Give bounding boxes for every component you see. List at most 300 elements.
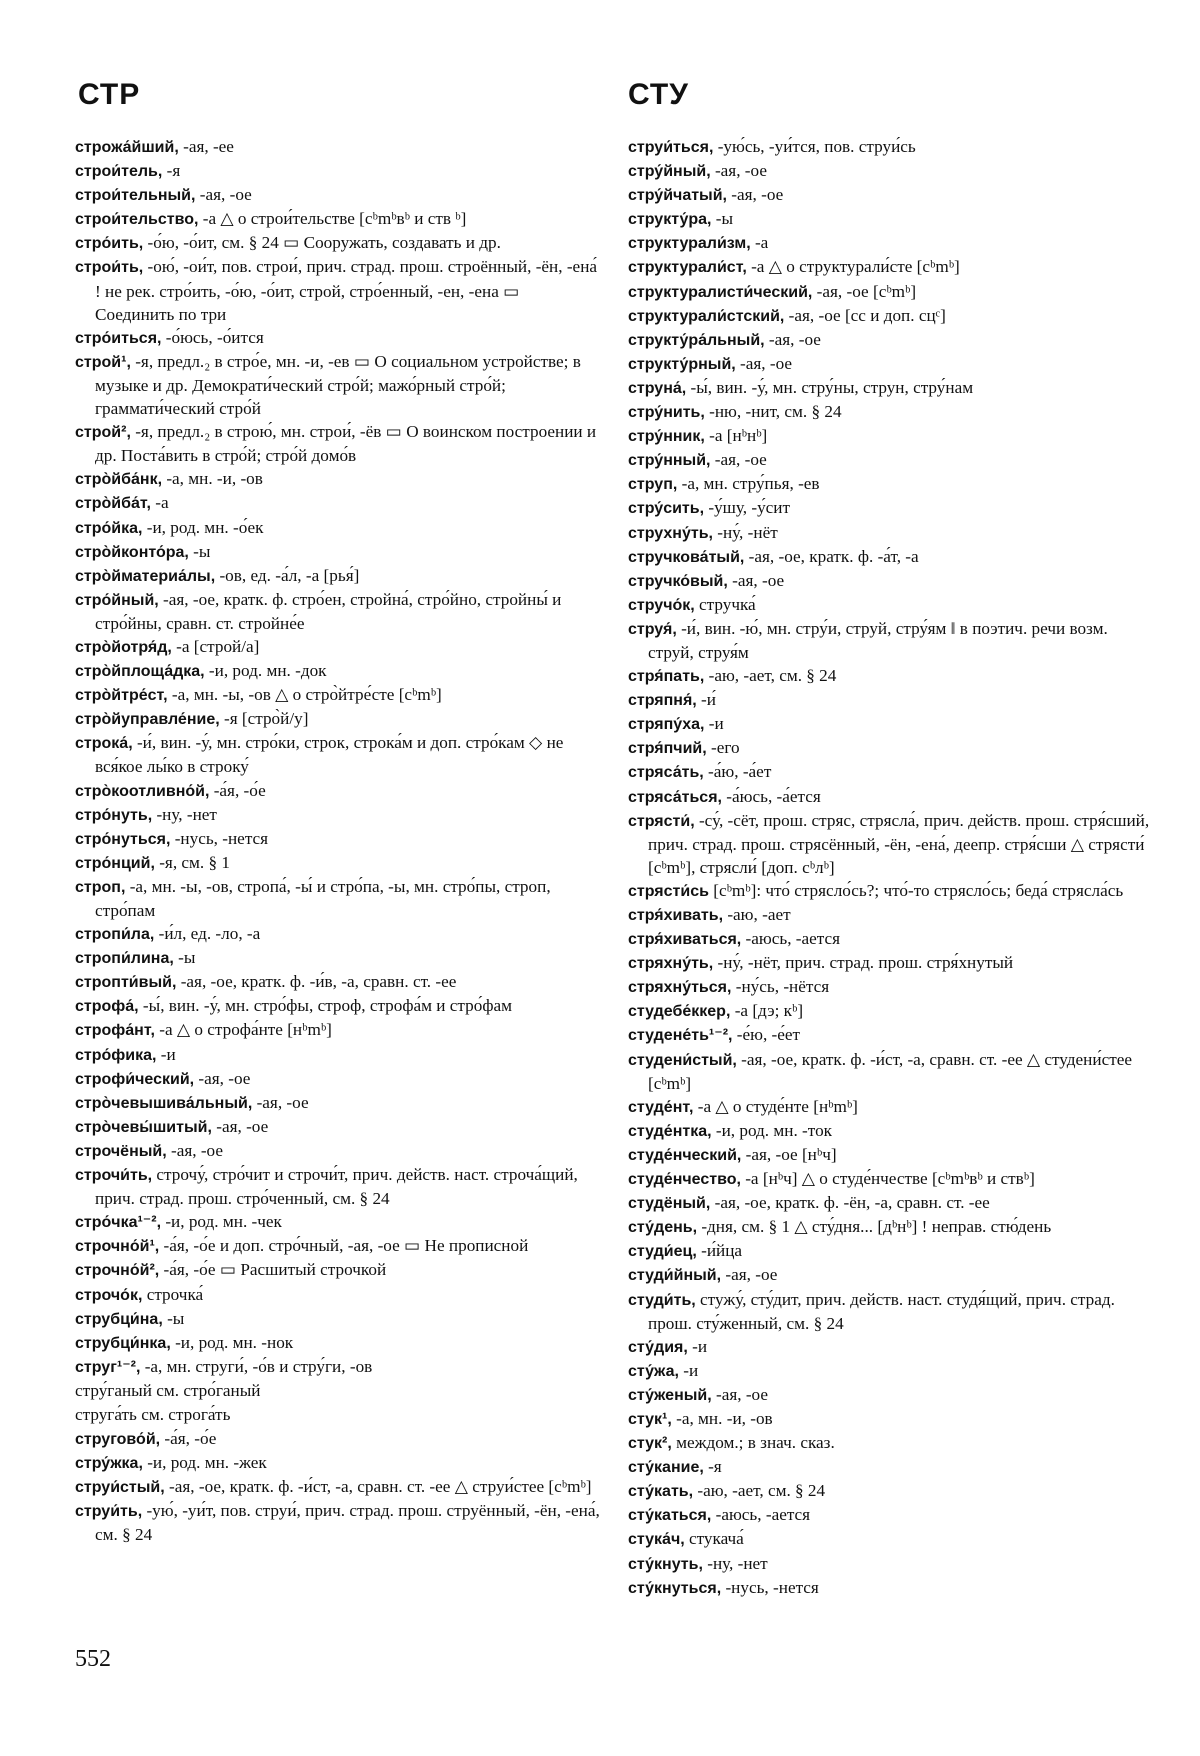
entry-headword: строчёный, [75,1142,167,1160]
entry-definition: -а [150,493,169,513]
entry-headword: строчно́й², [75,1262,160,1280]
entry-definition: -ая, -ое [211,1116,269,1136]
entry-definition: -и, род. мн. -жек [142,1453,267,1473]
dictionary-entry [628,1119,1153,1143]
dictionary-entry [75,1234,600,1258]
dictionary-entry [75,1427,600,1451]
entry-definition: -ы [188,541,211,561]
dictionary-entry [628,424,1153,448]
dictionary-entry [628,1095,1153,1119]
entry-definition: -ую́, -уи́т, пов. струи́, прич. страд. прош. струённый, -ён, -ена́, см. § 24 [95,1501,600,1545]
dictionary-entry [628,975,1153,999]
entry-headword: строй¹, [75,353,131,371]
entry-definition: -ая, -ое [721,1265,778,1285]
dictionary-entry [628,135,1153,159]
entry-headword: стро̀йконто́ра, [75,543,189,561]
entry-headword: стро̀чевышива́льный, [75,1094,253,1112]
entry-headword: строфа́, [75,998,139,1016]
dictionary-entry [628,593,1153,617]
entry-headword: структу́ра, [628,211,712,229]
entry-definition: -ая, -ое, кратк. ф. стро́ен, стройна́, стро́йно, стройны́ и стро́йны, сравн. ст. стройне́е [95,589,562,633]
entry-headword: стряпня́, [628,692,697,710]
entry-headword: структу́ра́льный, [628,331,765,349]
entry-headword: студи́ть, [628,1291,696,1309]
dictionary-entry [628,1503,1153,1527]
right-column-header: СТУ [628,78,689,111]
entry-definition: -и [156,1044,176,1064]
entry-headword: студе́нтка, [628,1122,712,1140]
entry-definition: -ну́, -нёт, прич. страд. прош. стря́хнутый [713,953,1014,973]
entry-headword: структурали́ст, [628,259,747,277]
entry-headword: строи́тельный, [75,187,196,205]
dictionary-entry [75,779,600,803]
entry-headword: струп, [628,476,678,494]
dictionary-entry [75,683,600,707]
entry-headword: стручкова́тый, [628,548,745,566]
entry-headword: стряпу́ха, [628,716,705,734]
entry-headword: студени́стый, [628,1051,737,1069]
entry-definition: -о́ю, -о́ит, см. § 24 ▭ Сооружать, создавать и др. [143,233,501,253]
entry-definition: -и́, вин. -у́, мн. стро́ки, строк, строка́м и доп. стро́кам ◇ не вся́кое лы́ко в строку́ [95,733,564,777]
entry-definition: -су́, -сёт, прош. стряс, стрясла́, прич. действ. прош. стря́сший, прич. страд. прош. стрясённый, -ён, -ена́, деепр. стря́сши △ стрясти́ [cᵇmᵇ], стрясли́ [доп. cᵇлᵇ] [648,810,1150,877]
entry-headword: стрясти́сь [628,882,709,900]
entry-definition: -ая, -ое [195,185,252,205]
entry-headword: стро̀йотря́д, [75,638,172,656]
entry-headword: стро̀йматериа́лы, [75,567,216,585]
entry-headword: струя́, [628,620,677,638]
entry-headword: стручо́к, [628,596,695,614]
entry-headword: стро̀йба́нк, [75,471,163,489]
entry-definition: -а́я, -о́е ▭ Расшитый строчкой [159,1260,387,1280]
dictionary-entry [628,569,1153,593]
entry-definition: -ню, -нит, см. § 24 [704,402,842,422]
entry-definition: -а [750,233,769,253]
dictionary-entry [628,545,1153,569]
entry-definition: -а́юсь, -а́ется [721,786,821,806]
entry-definition: -а́я, -о́е и доп. стро́чный, -ая, -ое ▭ Не прописной [159,1236,529,1256]
entry-headword: строжа́йший, [75,139,179,156]
entry-definition: -ая, -ое [710,450,767,470]
dictionary-entry [628,496,1153,520]
entry-definition: -ая, -ое [710,161,767,181]
entry-headword: стро́нуть, [75,806,153,824]
entry-headword: строчи́ть, [75,1167,153,1185]
entry-headword: строка́, [75,735,133,753]
entry-definition: -и [687,1336,708,1356]
entry-definition: -а, мн. -и, -ов [671,1408,773,1428]
entry-headword: строфи́ческий, [75,1070,195,1088]
entry-headword: строи́тель, [75,163,163,181]
entry-headword: стря́хивать, [628,907,724,924]
entry-headword: стро̀йтре́ст, [75,687,168,705]
entry-definition: -и́л, ед. -ло, -а [154,924,261,944]
entry-headword: стро́нуться, [75,830,171,848]
dictionary-entry [628,1143,1153,1167]
entry-headword: стук¹, [628,1410,672,1428]
entry-headword: стука́ч, [628,1531,685,1549]
dictionary-entry [628,183,1153,207]
dictionary-entry [628,448,1153,472]
entry-definition: -аю, -ает [723,905,791,924]
dictionary-entry [628,1335,1153,1359]
entry-headword: строп, [75,878,126,896]
entry-headword: сту́кнуть, [628,1555,703,1573]
dictionary-entry [75,207,600,231]
entry-headword: студёный, [628,1195,711,1213]
dictionary-entry [628,1552,1153,1576]
entry-definition: -ая, -ое, кратк. ф. -а́т, -а [744,546,919,566]
dictionary-entry [75,1355,600,1379]
entry-definition: -я, см. § 1 [154,852,231,872]
entry-headword: студебе́ккер, [628,1003,731,1021]
entry-definition: -ну́, -нёт [712,522,778,542]
dictionary-entry [75,159,600,183]
entry-headword: стря́пчий, [628,740,707,758]
entry-definition: -ая, -ое [727,185,784,205]
entry-definition: -ну́сь, -нётся [731,977,830,997]
entry-definition: -и, род. мн. -нок [170,1332,294,1352]
dictionary-entry [628,879,1153,903]
dictionary-entry [75,1067,600,1091]
dictionary-entry [628,1479,1153,1503]
entry-headword: стряхну́ться, [628,979,732,997]
dictionary-entry [628,521,1153,545]
entry-definition: -а, мн. стру́пья, -ев [677,474,820,494]
page-number: 552 [75,1646,111,1672]
entry-definition: -и [704,714,724,734]
entry-headword: строи́тельство, [75,211,199,229]
entry-headword: стро́ить, [75,235,144,253]
entry-definition: -и́йца [696,1241,743,1261]
entry-headword: стропи́ла, [75,926,155,944]
entry-definition: -ну, -нет [702,1553,768,1573]
entry-definition: -ою́, -ои́т, пов. строи́, прич. страд. прош. строённый, -ён, -ена́ ! не рек. стро́ить, -о́ю, -о́ит, строй, стро́енный, -ен, -ена ▭ Соединить по три [95,257,598,324]
entry-headword: сту́день, [628,1219,698,1237]
dictionary-entry [628,951,1153,975]
entry-headword: стряса́ть, [628,764,704,782]
entry-definition: -а́я, -о́е [209,780,266,800]
dictionary-entry [75,1403,600,1427]
dictionary-entry [75,1163,600,1210]
dictionary-entry [75,135,600,159]
entry-definition: -а △ о строи́тельстве [cᵇmᵇвᵇ и ств ᵇ] [198,209,467,229]
entry-definition: -аюсь, -ается [711,1505,811,1525]
entry-definition: стру́ганый см. стро́ганый [75,1380,261,1400]
entry-headword: строфа́нт, [75,1022,155,1040]
entry-definition: -нусь, -нется [721,1577,819,1597]
entry-headword: стропи́лина, [75,950,174,968]
dictionary-entry [75,1451,600,1475]
entry-headword: струи́стый, [75,1479,165,1497]
right-column [628,135,1153,1600]
entry-definition: -ы́, вин. -у́, мн. стру́ны, струн, стру́нам [686,377,974,397]
entry-headword: сту́жа, [628,1362,679,1380]
entry-definition: стукача́ [684,1529,744,1549]
entry-headword: стро̀йба́т, [75,495,151,513]
dictionary-entry [75,1091,600,1115]
entry-headword: стро̀йуправле́ние, [75,711,220,729]
dictionary-entry [628,999,1153,1023]
dictionary-entry [75,970,600,994]
entry-definition: -ая, -ое, кратк. ф. -и́ст, -а, сравн. ст. -ее △ студени́стее [cᵇmᵇ] [648,1049,1132,1093]
entry-definition: -его [706,738,740,758]
left-column [75,135,600,1547]
entry-headword: стро́йный, [75,591,159,609]
dictionary-entry [628,207,1153,231]
entry-definition: -е́ю, -е́ет [732,1025,801,1045]
dictionary-entry [75,350,600,420]
dictionary-entry [628,785,1153,809]
dictionary-entry [628,1431,1153,1455]
entry-headword: стря́пать, [628,668,705,686]
entry-headword: строй², [75,424,131,442]
dictionary-entry [75,1210,600,1234]
entry-headword: струхну́ть, [628,524,713,542]
entry-headword: стряса́ться, [628,788,722,806]
dictionary-entry [628,159,1153,183]
entry-definition: -ая, -ое [711,1384,768,1404]
entry-headword: стро́иться, [75,329,162,347]
entry-headword: студе́нт, [628,1098,694,1116]
entry-definition: -и, род. мн. -док [204,661,327,681]
entry-definition: -а △ о строфа́нте [нᵇmᵇ] [154,1020,332,1040]
entry-headword: строчо́к, [75,1286,143,1304]
entry-definition: -ая, -ее [178,137,234,156]
entry-headword: стру́йный, [628,163,711,181]
entry-definition: -и́, вин. -ю́, мн. стру́и, струй, стру́ям ‖ в поэтич. речи возм. струй, струя́м [648,618,1108,662]
entry-headword: сту́каться, [628,1507,712,1525]
dictionary-entry [628,231,1153,255]
dictionary-entry [75,635,600,659]
entry-definition: -о́юсь, -о́ится [161,327,264,347]
dictionary-entry [628,400,1153,424]
dictionary-entry [75,1499,600,1546]
entry-headword: строи́ть, [75,259,144,277]
dictionary-entry [628,688,1153,712]
entry-definition: -а, мн. -и, -ов [162,469,263,489]
entry-definition: -я, предл.₂ в строю́, мн. строи́, -ёв ▭ О воинском построении и др. Поста́вить в стро́й; стро́й домо́в [95,422,597,466]
entry-headword: стук², [628,1435,672,1453]
entry-definition: -а́ю, -а́ет [703,762,772,782]
dictionary-entry [75,467,600,491]
entry-definition: -дня, см. § 1 △ сту́дня... [дᵇнᵇ] ! неправ. стю́день [697,1217,1052,1237]
dictionary-entry [75,491,600,515]
entry-definition: -нусь, -нется [170,828,269,848]
entry-headword: студе́нчество, [628,1171,741,1189]
entry-definition: -и́ [696,690,716,710]
entry-definition: -у́шу, -у́сит [704,498,791,518]
dictionary-entry [628,304,1153,328]
dictionary-entry [75,827,600,851]
dictionary-entry [628,1527,1153,1551]
dictionary-entry [628,1167,1153,1191]
entry-definition: -ы [711,209,734,229]
dictionary-entry [75,588,600,635]
entry-definition: -и [678,1360,699,1380]
dictionary-entry [75,922,600,946]
entry-definition: -а [нᵇнᵇ] [704,426,768,446]
entry-definition: -ая, -ое [727,570,785,590]
dictionary-entry [75,994,600,1018]
entry-definition: -ая, -ое [cᵇmᵇ] [812,281,917,301]
entry-headword: стру́жка, [75,1455,143,1473]
dictionary-entry [628,1455,1153,1479]
entry-definition: [cᵇmᵇ]: что́ стрясло́сь?; что́-то стрясло́сь; беда́ стрясла́сь [708,880,1124,900]
entry-headword: студи́йный, [628,1267,722,1285]
dictionary-entry [75,731,600,778]
dictionary-entry [75,1139,600,1163]
dictionary-entry [75,1379,600,1403]
dictionary-entry [628,1288,1153,1335]
entry-headword: струна́, [628,379,687,397]
dictionary-entry [628,1191,1153,1215]
dictionary-entry [75,1283,600,1307]
dictionary-entry [75,707,600,731]
entry-headword: стропти́вый, [75,974,177,992]
entry-headword: структу́рный, [628,355,736,373]
dictionary-entry [628,1407,1153,1431]
entry-definition: -ая, -ое [764,329,821,349]
entry-definition: -я [стро̀й/у] [219,709,309,729]
entry-headword: струи́ть, [75,1503,143,1521]
dictionary-entry [628,1383,1153,1407]
entry-headword: стро́йка, [75,519,143,537]
entry-definition: -а, мн. -ы, -ов, стропа́, -ы́ и стро́па, -ы, мн. стро́пы, строп, стро́пам [95,876,551,920]
entry-definition: -и, род. мн. -о́ек [142,517,264,537]
dictionary-entry [75,540,600,564]
dictionary-entry [75,255,600,325]
entry-headword: стрясти́, [628,812,695,830]
entry-headword: стручко́вый, [628,572,728,590]
entry-headword: стря́хиваться, [628,931,742,949]
dictionary-entry [75,1331,600,1355]
dictionary-entry [75,564,600,588]
dictionary-entry [628,376,1153,400]
dictionary-entry [75,659,600,683]
dictionary-entry [75,803,600,827]
entry-headword: стру́нить, [628,404,705,422]
entry-headword: студене́ть¹⁻², [628,1027,733,1045]
dictionary-entry [628,809,1153,879]
entry-definition: -я [162,161,181,181]
entry-definition: -ая, -ое [252,1092,309,1112]
dictionary-entry [628,328,1153,352]
entry-definition: междом.; в знач. сказ. [671,1433,835,1453]
entry-definition: -я [703,1457,722,1477]
dictionary-entry [628,617,1153,664]
entry-headword: стряхну́ть, [628,955,714,973]
entry-definition: -а, мн. -ы, -ов △ о стро̀йтре́сте [cᵇmᵇ] [167,685,442,705]
entry-definition: стужу́, сту́дит, прич. действ. наст. студя́щий, прич. страд. прош. сту́женный, см. § 24 [648,1289,1115,1333]
entry-definition: -ая, -ое [735,353,793,373]
entry-headword: структурали́стский, [628,307,785,325]
dictionary-entry [628,1023,1153,1047]
entry-definition: -и, род. мн. -ток [711,1120,833,1140]
entry-definition: -ая, -ое [166,1140,223,1160]
entry-definition: -ая, -ое, кратк. ф. -ён, -а, сравн. ст. -ее [710,1193,990,1213]
entry-headword: струи́ться, [628,139,714,156]
dictionary-entry [628,1048,1153,1095]
entry-definition: -ая, -ое, кратк. ф. -и́в, -а, сравн. ст. -ее [176,972,457,992]
entry-definition: -а́я, -о́е [160,1429,217,1449]
entry-definition: -ну, -нет [152,804,217,824]
dictionary-entry [628,1239,1153,1263]
dictionary-entry [628,712,1153,736]
dictionary-entry [75,1018,600,1042]
entry-definition: -ы [173,948,196,968]
dictionary-entry [75,516,600,540]
entry-definition: -я, предл.₂ в стро́е, мн. -и, -ев ▭ О социальном устройстве; в музыке и др. Демократи́ческий стро́й; мажо́рный стро́й; граммати́ческий стро́й [95,351,581,419]
entry-headword: сту́кание, [628,1459,704,1477]
entry-definition: -ую́сь, -уи́тся, пов. струи́сь [713,137,916,156]
dictionary-entry [75,1307,600,1331]
entry-definition: -ая, -ое [cc и доп. cцᶜ] [784,305,946,325]
dictionary-entry [628,1263,1153,1287]
entry-definition: -ов, ед. -а́л, -а [рья́] [215,565,360,585]
dictionary-entry [628,1215,1153,1239]
entry-headword: струбци́на, [75,1310,163,1328]
entry-definition: -а [нᵇч] △ о студе́нчестве [cᵇmᵇвᵇ и ствᵇ] [740,1169,1035,1189]
entry-headword: сту́дия, [628,1338,688,1356]
entry-headword: стру́сить, [628,500,705,518]
entry-definition: -а [дэ; кᵇ] [730,1001,804,1021]
entry-headword: струг¹⁻², [75,1358,141,1376]
dictionary-entry [75,875,600,922]
entry-headword: стру́йчатый, [628,187,727,205]
entry-headword: сту́кнуться, [628,1579,722,1597]
entry-headword: стругово́й, [75,1431,161,1449]
entry-definition: -ы́, вин. -у́, мн. стро́фы, строф, строфа́м и стро́фам [138,996,512,1016]
entry-definition: строчка́ [142,1284,204,1304]
entry-definition: -аю, -ает, см. § 24 [693,1481,826,1501]
dictionary-entry [628,736,1153,760]
entry-headword: стро́чка¹⁻², [75,1214,162,1232]
entry-definition: -ая, -ое [194,1068,251,1088]
dictionary-entry [75,183,600,207]
dictionary-entry [75,946,600,970]
dictionary-entry [628,1359,1153,1383]
dictionary-entry [75,851,600,875]
entry-definition: -а △ о студе́нте [нᵇmᵇ] [693,1096,858,1116]
entry-headword: строчно́й¹, [75,1238,160,1256]
entry-definition: -ы [162,1308,185,1328]
entry-definition: -ая, -ое [нᵇч] [741,1144,837,1164]
dictionary-entry [75,1115,600,1139]
entry-definition: струга́ть см. строга́ть [75,1404,231,1424]
dictionary-entry [75,326,600,350]
dictionary-entry [628,927,1153,951]
entry-headword: струбци́нка, [75,1334,171,1352]
entry-headword: структуралисти́ческий, [628,283,813,301]
dictionary-entry [628,664,1153,688]
entry-headword: стро̀йплоща́дка, [75,663,205,681]
dictionary-entry [628,255,1153,279]
dictionary-entry [628,352,1153,376]
dictionary-entry [628,1576,1153,1600]
entry-headword: студи́ец, [628,1243,697,1261]
dictionary-entry [628,280,1153,304]
entry-definition: строчу́, стро́чит и строчи́т, прич. действ. наст. строча́щий, прич. страд. прош. стро́ченный, см. § 24 [95,1165,578,1209]
dictionary-entry [75,420,600,467]
entry-headword: стро́фика, [75,1046,157,1064]
entry-definition: -аю, -ает, см. § 24 [704,666,837,686]
entry-headword: структурали́зм, [628,235,751,253]
entry-headword: стро̀чевы́шитый, [75,1118,212,1136]
entry-definition: -и, род. мн. -чек [161,1212,282,1232]
entry-definition: -а [строй/а] [171,636,260,656]
entry-definition: -а, мн. струги́, -о́в и стру́ги, -ов [140,1356,373,1376]
dictionary-entry [75,1258,600,1282]
